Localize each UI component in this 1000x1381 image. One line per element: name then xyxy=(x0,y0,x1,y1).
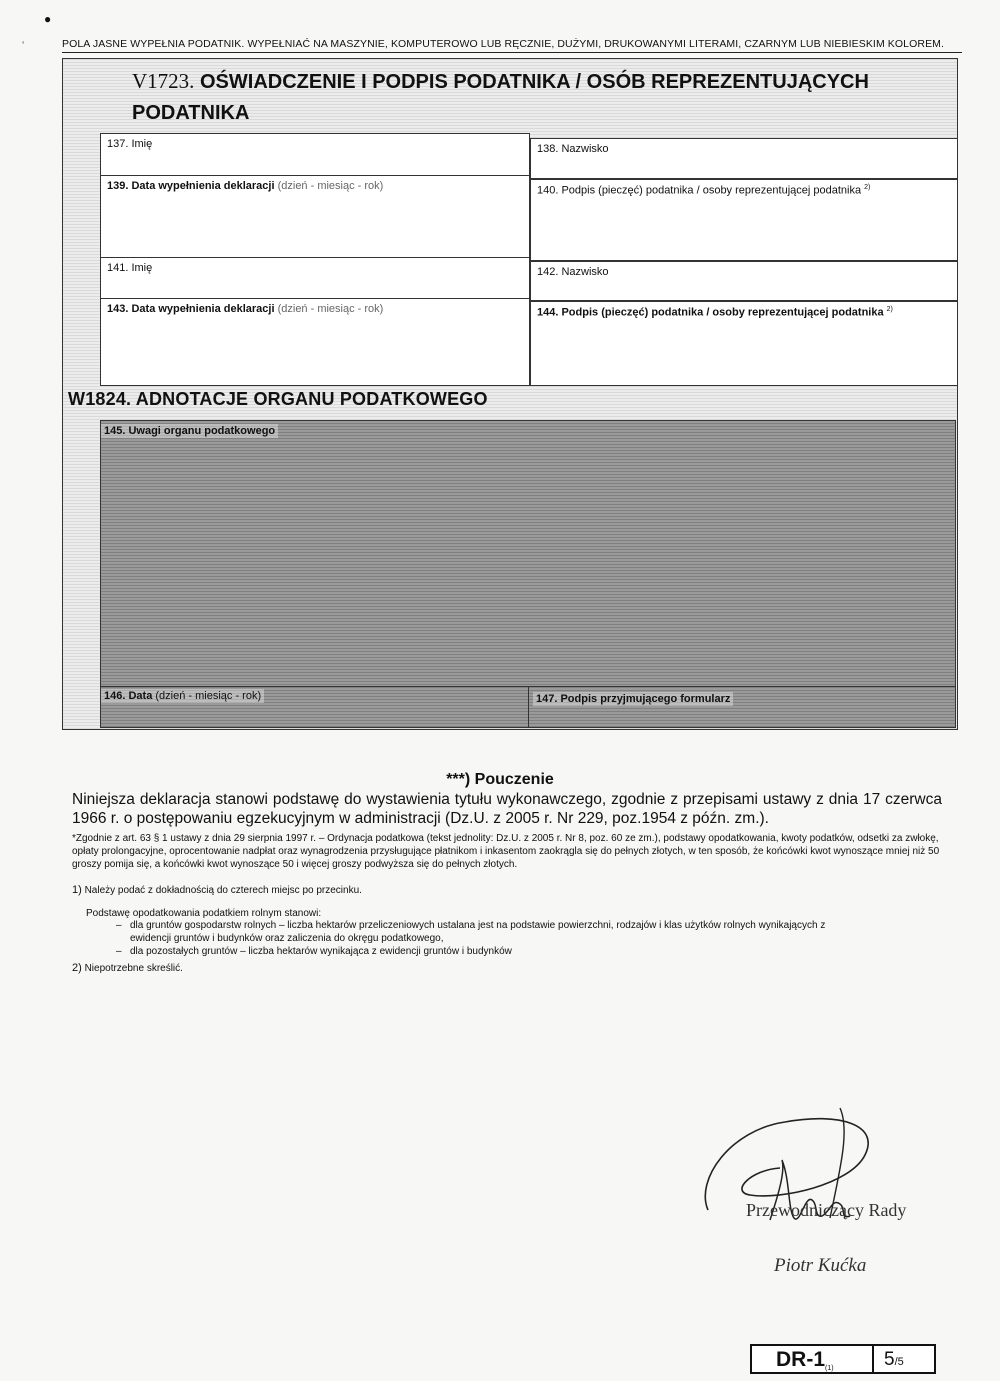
field-140-footnote-ref: 2) xyxy=(864,184,871,191)
footnote-bullet-1-cont: ewidencji gruntów i budynków oraz zaliczenia do okręgu podatkowego, xyxy=(130,933,444,944)
field-145-label: 145. Uwagi organu podatkowego xyxy=(101,424,278,438)
field-146-date xyxy=(101,686,264,704)
form-code: DR-1(1) xyxy=(776,1348,834,1372)
field-145-tax-office-remarks xyxy=(101,421,278,439)
field-144-signature[interactable] xyxy=(530,301,958,386)
field-142-last-name[interactable] xyxy=(530,261,958,301)
section-v-title-line1: OŚWIADCZENIE I PODPIS PODATNIKA / OSÓB REPREZENTUJĄCYCH xyxy=(199,71,869,93)
section-v-number: V1723. xyxy=(132,69,195,93)
footnote-bullet-2: – dla pozostałych gruntów – liczba hektarów wynikająca z ewidencji gruntów i budynków xyxy=(116,946,512,957)
scan-mark-2: ‘ xyxy=(22,40,25,51)
rounding-note: *Zgodnie z art. 63 § 1 ustawy z dnia 29 sierpnia 1997 r. – Ordynacja podatkowa (tekst jednolity: Dz.U. z 2005 r. Nr 8, poz. 60 ze zm.), podstawy opodatkowania, kwoty podatków, odsetki za zwłokę, opłaty prolongacyjne, oprocentowanie nadpłat oraz wynagrodzenia przysługujące płatnikom i inkasentom zaokrągla się do pełnych złotych, w ten sposób, że końcówki kwot wynoszące mniej niż 50 groszy pomija się, a końcówki kwot wynoszące 50 i więcej groszy podwyższa się do pełnych złotych. xyxy=(72,833,940,870)
section-w-title: W1824. ADNOTACJE ORGANU PODATKOWEGO xyxy=(68,389,488,409)
field-137-label: 137. Imię xyxy=(107,138,153,150)
section-v-title-line2: PODATNIKA xyxy=(132,102,250,124)
field-138-last-name[interactable] xyxy=(530,138,958,179)
header-note: POLA JASNE WYPEŁNIA PODATNIK. WYPEŁNIAĆ NA MASZYNIE, KOMPUTEROWO LUB RĘCZNIE, DUŻYMI, DRUKOWANYMI LITERAMI, CZARNYM LUB NIEBIESKIM KOLOREM. xyxy=(62,38,962,53)
tax-office-annotations-area xyxy=(100,420,956,728)
handwritten-signature xyxy=(690,1100,920,1250)
field-147-label: 147. Podpis przyjmującego formularz xyxy=(533,692,733,706)
footnote-1: 1) Należy podać z dokładnością do czterech miejsc po przecinku. xyxy=(72,884,362,896)
field-146-label: 146. Data (dzień - miesiąc - rok) xyxy=(101,689,264,703)
field-140-label: 140. Podpis (pieczęć) podatnika / osoby reprezentującej podatnika xyxy=(537,184,862,197)
field-139-label: 139. Data wypełnienia deklaracji xyxy=(107,180,275,192)
section-v-title xyxy=(132,66,932,129)
field-142-label: 142. Nazwisko xyxy=(537,266,609,278)
signatory-role: Przewodniczący Rady xyxy=(746,1200,907,1220)
field-141-first-name[interactable] xyxy=(100,257,530,301)
footnote-2: 2) Niepotrzebne skreślić. xyxy=(72,962,183,974)
field-144-label: 144. Podpis (pieczęć) podatnika / osoby reprezentującej podatnika xyxy=(537,306,884,319)
field-143-label: 143. Data wypełnienia deklaracji xyxy=(107,303,275,315)
field-137-first-name[interactable] xyxy=(100,133,530,179)
field-139-hint: (dzień - miesiąc - rok) xyxy=(277,180,384,192)
scan-mark: ● xyxy=(44,12,52,26)
footnote-bullet-1: – dla gruntów gospodarstw rolnych – liczba hektarów przeliczeniowych ustalana jest na podstawie powierzchni, rodzajów i klas użytków rolnych wynikających z xyxy=(116,920,826,931)
instruction-title: ***) Pouczenie xyxy=(446,771,554,788)
form-code-divider xyxy=(872,1346,874,1372)
field-140-signature[interactable] xyxy=(530,179,958,261)
field-147-receiver-signature xyxy=(533,689,733,707)
field-143-date[interactable] xyxy=(100,298,530,386)
field-139-date[interactable] xyxy=(100,175,530,261)
instruction-text: Niniejsza deklaracja stanowi podstawę do wystawienia tytułu wykonawczego, zgodnie z przepisami ustawy z dnia 17 czerwca 1966 r. o postępowaniu egzekucyjnym w administracji (Dz.U. z 2005 r. Nr 229, poz.1954 z późn. zm.). xyxy=(72,791,942,827)
page-number: 5/5 xyxy=(884,1349,904,1370)
field-138-label: 138. Nazwisko xyxy=(537,143,609,155)
footnote-1-sub: Podstawę opodatkowania podatkiem rolnym stanowi: xyxy=(86,908,322,919)
form-code-version: (1) xyxy=(825,1365,834,1372)
signatory-name: Piotr Kućka xyxy=(774,1255,867,1276)
form-code-box xyxy=(750,1344,936,1374)
annotations-vertical-divider xyxy=(528,686,529,728)
field-143-hint: (dzień - miesiąc - rok) xyxy=(277,303,384,315)
field-144-footnote-ref: 2) xyxy=(886,306,893,313)
field-141-label: 141. Imię xyxy=(107,262,153,274)
